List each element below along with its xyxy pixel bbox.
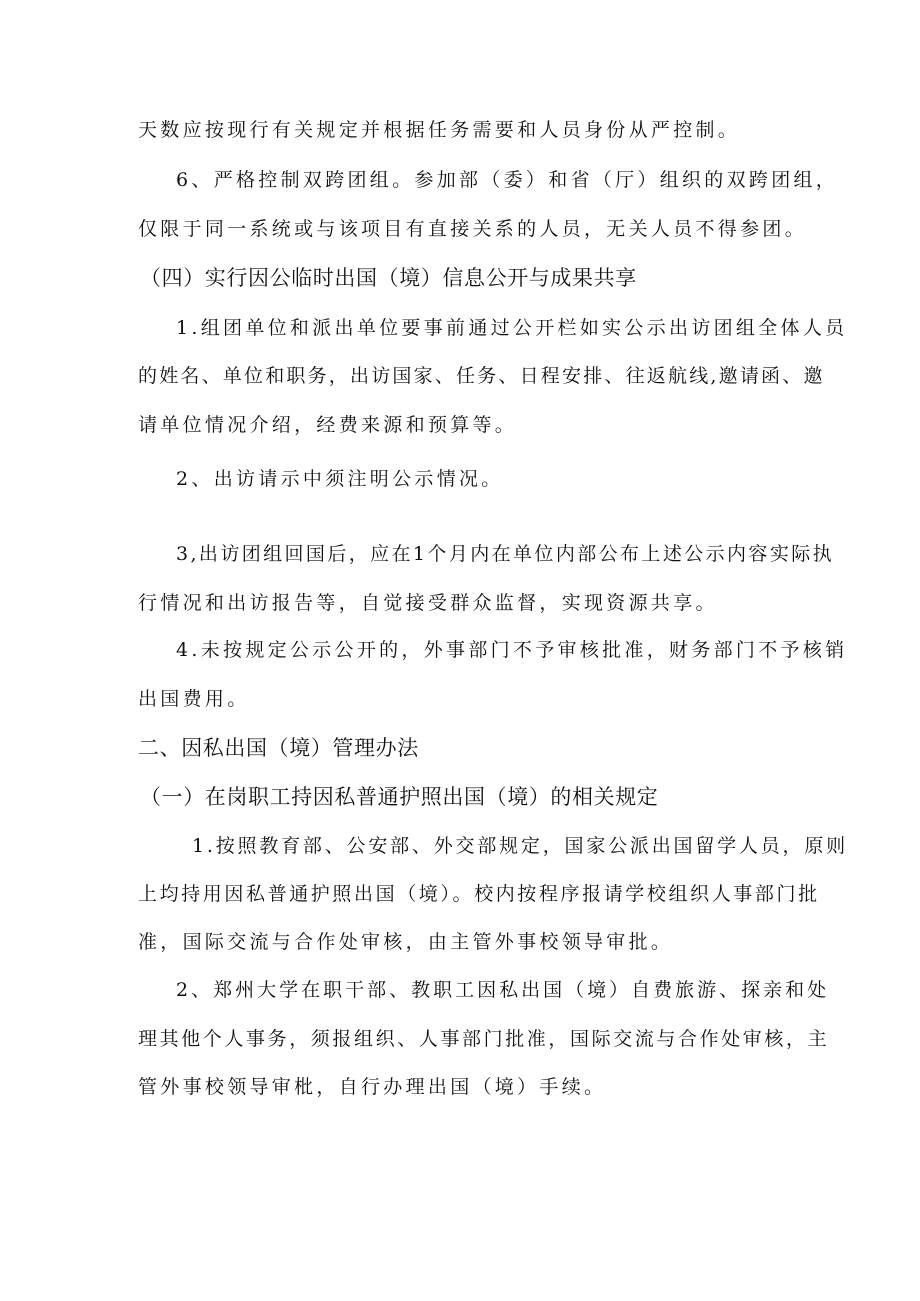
paragraph-line: 上均持用因私普通护照出国（境）。校内按程序报请学校组织人事部门批 — [138, 883, 820, 905]
paragraph-line: 准，国际交流与合作处审核，由主管外事校领导审批。 — [138, 931, 674, 953]
paragraph-line: 管外事校领导审枇，自行办理出国（境）手续。 — [138, 1076, 607, 1098]
paragraph-line: 3,出访团组回国后，应在1个月内在单位内部公布上述公示内容实际执 — [176, 543, 835, 565]
paragraph-line: 的姓名、单位和职务，出访国家、任务、日程安排、往返航线,邀请函、邀 — [138, 365, 825, 387]
section-heading: 二、因私出国（境）管理办法 — [138, 736, 419, 760]
paragraph-line: 2、郑州大学在职干部、教职工因私出国（境）自费旅游、探亲和处 — [176, 979, 830, 1001]
paragraph-line: 1.按照教育部、公安部、外交部规定，国家公派出国留学人员，原则 — [192, 835, 848, 857]
paragraph-line: 请单位情况介绍，经费来源和预算等。 — [138, 414, 518, 436]
subsection-heading: （一）在岗职工持因私普通护照出国（境）的相关规定 — [140, 785, 659, 809]
paragraph-line: 2、出访请示中须注明公示情况。 — [176, 468, 504, 490]
paragraph-line: 1.组团单位和派出单位要事前通过公开栏如实公示出访团组全体人员 — [176, 317, 848, 339]
paragraph-line: 行情况和出访报告等，自觉接受群众监督，实现资源共享。 — [138, 592, 718, 614]
paragraph-line: 出国费用。 — [138, 688, 250, 710]
section-heading: （四）实行因公临时出国（境）信息公开与成果共享 — [140, 266, 637, 290]
paragraph-line: 天数应按现行有关规定并根据任务需要和人员身份从严控制。 — [138, 119, 741, 141]
paragraph-line: 仅限于同一系统或与该项目有直接关系的人员，无关人员不得参团。 — [138, 218, 808, 240]
paragraph-line: 4.未按规定公示公开的，外事部门不予审核批准，财务部门不予核销 — [176, 639, 848, 661]
paragraph-line: 理其他个人事务，须报组织、人事部门批准，国际交流与合作处审核，主 — [138, 1028, 830, 1050]
paragraph-line: 6、严格控制双跨团组。参加部（委）和省（厅）组织的双跨团组， — [176, 169, 839, 191]
